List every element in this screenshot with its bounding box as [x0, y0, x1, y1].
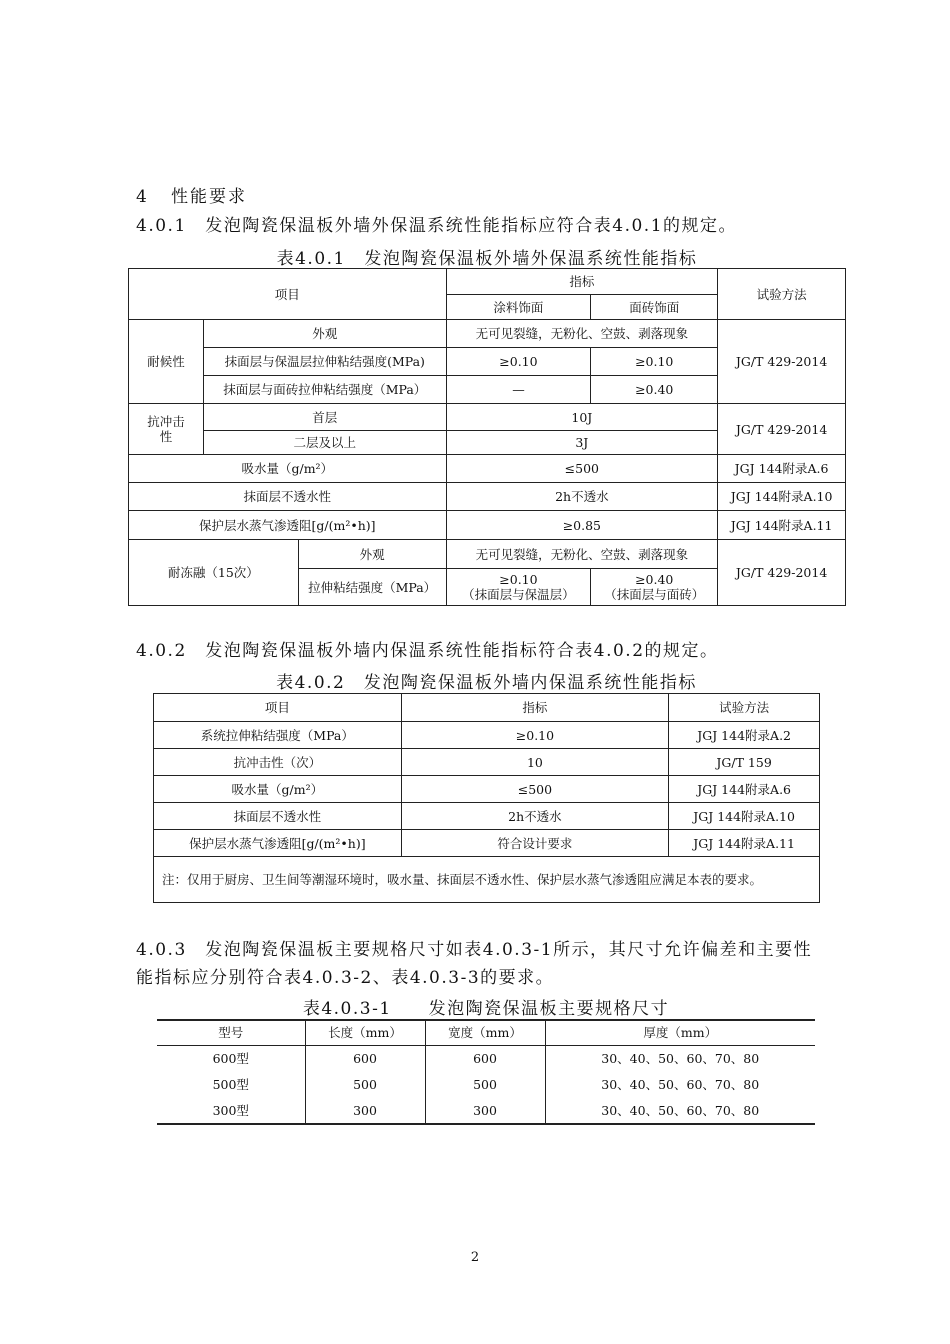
cell: 2h不透水 [401, 803, 669, 830]
cell: 外观 [203, 320, 446, 348]
table-caption-4-0-2: 表4.0.2 发泡陶瓷保温板外墙内保温系统性能指标 [276, 673, 697, 693]
cell-line: ≥0.40 [635, 572, 674, 587]
cell [591, 569, 718, 606]
header-cell: 型号 [157, 1020, 305, 1045]
clause-4-0-3-line2: 能指标应分别符合表4.0.3-2、表4.0.3-3的要求。 [136, 968, 555, 988]
cell: 10 [401, 749, 669, 776]
table-row [154, 722, 820, 749]
row-freeze-thaw: 耐冻融（15次） [129, 540, 299, 606]
cell: JGJ 144附录A.10 [718, 483, 846, 511]
cell: ≥0.10 [401, 722, 669, 749]
cell: 300 [425, 1097, 545, 1124]
cell: 3J [446, 431, 718, 455]
cell: 系统拉伸粘结强度（MPa） [154, 722, 402, 749]
cell: ≥0.85 [446, 511, 718, 540]
cell: 符合设计要求 [401, 830, 669, 857]
cell: 300型 [212, 1102, 249, 1118]
header-cell: 厚度（mm） [545, 1020, 815, 1045]
header-cell: 宽度（mm） [425, 1020, 545, 1045]
cell: 500型 [212, 1076, 249, 1092]
row-weather-resistance: 耐候性 [129, 320, 204, 404]
table-row [157, 1045, 815, 1071]
performance-table-internal [153, 693, 820, 903]
cell: 保护层水蒸气渗透阻[g/(m²•h)] [129, 511, 447, 540]
section-number: 4 [136, 187, 149, 207]
cell: 抗冲击性（次） [154, 749, 402, 776]
cell: ≥0.10 [591, 348, 718, 376]
header-tile-finish: 面砖饰面 [591, 295, 718, 320]
cell: 10J [446, 404, 718, 431]
cell: ≤500 [401, 776, 669, 803]
cell: ≤500 [446, 455, 718, 483]
row-impact-resistance: 抗冲击性 [129, 404, 204, 455]
cell-line: ≥0.10 [499, 572, 538, 587]
cell: 30、40、50、60、70、80 [545, 1045, 815, 1071]
cell: 保护层水蒸气渗透阻[g/(m²•h)] [154, 830, 402, 857]
table-row [154, 776, 820, 803]
cell: 600 [305, 1045, 425, 1071]
cell: JG/T 159 [669, 749, 820, 776]
section-title: 性能要求 [171, 187, 248, 207]
cell: 抹面层与面砖拉伸粘结强度（MPa） [203, 376, 446, 404]
performance-table-external [128, 268, 846, 606]
table-row [157, 1071, 815, 1097]
header-cell: 指标 [401, 694, 669, 722]
cell [446, 569, 591, 606]
cell: ≥0.10 [446, 348, 591, 376]
cell: JG/T 429-2014 [718, 540, 846, 606]
cell: 抹面层与保温层拉伸粘结强度(MPa) [203, 348, 446, 376]
section-heading [136, 182, 247, 207]
header-index: 指标 [446, 269, 718, 295]
header-cell: 试验方法 [669, 694, 820, 722]
cell: 500 [305, 1071, 425, 1097]
cell: 吸水量（g/m²） [129, 455, 447, 483]
table-row [154, 803, 820, 830]
cell: 600型 [212, 1050, 249, 1066]
header-item: 项目 [129, 269, 447, 320]
cell: 首层 [203, 404, 446, 431]
cell: ≥0.40 [591, 376, 718, 404]
cell: JGJ 144附录A.2 [669, 722, 820, 749]
header-cell: 项目 [154, 694, 402, 722]
cell: 30、40、50、60、70、80 [545, 1071, 815, 1097]
cell: 外观 [298, 540, 446, 569]
cell: 抹面层不透水性 [154, 803, 402, 830]
cell: JGJ 144附录A.11 [718, 511, 846, 540]
table-row [154, 749, 820, 776]
cell: 无可见裂缝，无粉化、空鼓、剥落现象 [446, 540, 718, 569]
cell: 30、40、50、60、70、80 [545, 1097, 815, 1124]
cell: — [446, 376, 591, 404]
table-row [154, 830, 820, 857]
clause-4-0-1: 4.0.1 发泡陶瓷保温板外墙外保温系统性能指标应符合表4.0.1的规定。 [136, 216, 738, 236]
table-note: 注：仅用于厨房、卫生间等潮湿环境时，吸水量、抹面层不透水性、保护层水蒸气渗透阻应满足本表的要求。 [154, 857, 820, 903]
cell: 无可见裂缝，无粉化、空鼓、剥落现象 [446, 320, 718, 348]
table-row [157, 1097, 815, 1124]
table-caption-4-0-3-1: 表4.0.3-1 发泡陶瓷保温板主要规格尺寸 [302, 999, 670, 1019]
cell: 300 [305, 1097, 425, 1124]
clause-4-0-3-line1: 4.0.3 发泡陶瓷保温板主要规格尺寸如表4.0.3-1所示，其尺寸允许偏差和主要性 [136, 940, 813, 960]
cell-line: （抹面层与保温层） [462, 587, 575, 602]
cell: JG/T 429-2014 [718, 320, 846, 404]
clause-4-0-2: 4.0.2 发泡陶瓷保温板外墙内保温系统性能指标符合表4.0.2的规定。 [136, 641, 719, 661]
cell: 二层及以上 [203, 431, 446, 455]
cell: JG/T 429-2014 [718, 404, 846, 455]
cell: 500 [425, 1071, 545, 1097]
page-number: 2 [470, 1250, 480, 1265]
cell: JGJ 144附录A.11 [669, 830, 820, 857]
cell: JGJ 144附录A.6 [718, 455, 846, 483]
cell: 吸水量（g/m²） [154, 776, 402, 803]
cell: 拉伸粘结强度（MPa） [298, 569, 446, 606]
cell: 600 [425, 1045, 545, 1071]
cell: 2h不透水 [446, 483, 718, 511]
cell: JGJ 144附录A.10 [669, 803, 820, 830]
cell-line: （抹面层与面砖） [604, 587, 705, 602]
size-spec-table [157, 1019, 815, 1125]
cell: JGJ 144附录A.6 [669, 776, 820, 803]
header-cell: 长度（mm） [305, 1020, 425, 1045]
header-method: 试验方法 [718, 269, 846, 320]
cell: 抹面层不透水性 [129, 483, 447, 511]
header-paint-finish: 涂料饰面 [446, 295, 591, 320]
table-caption-4-0-1: 表4.0.1 发泡陶瓷保温板外墙外保温系统性能指标 [276, 249, 698, 269]
